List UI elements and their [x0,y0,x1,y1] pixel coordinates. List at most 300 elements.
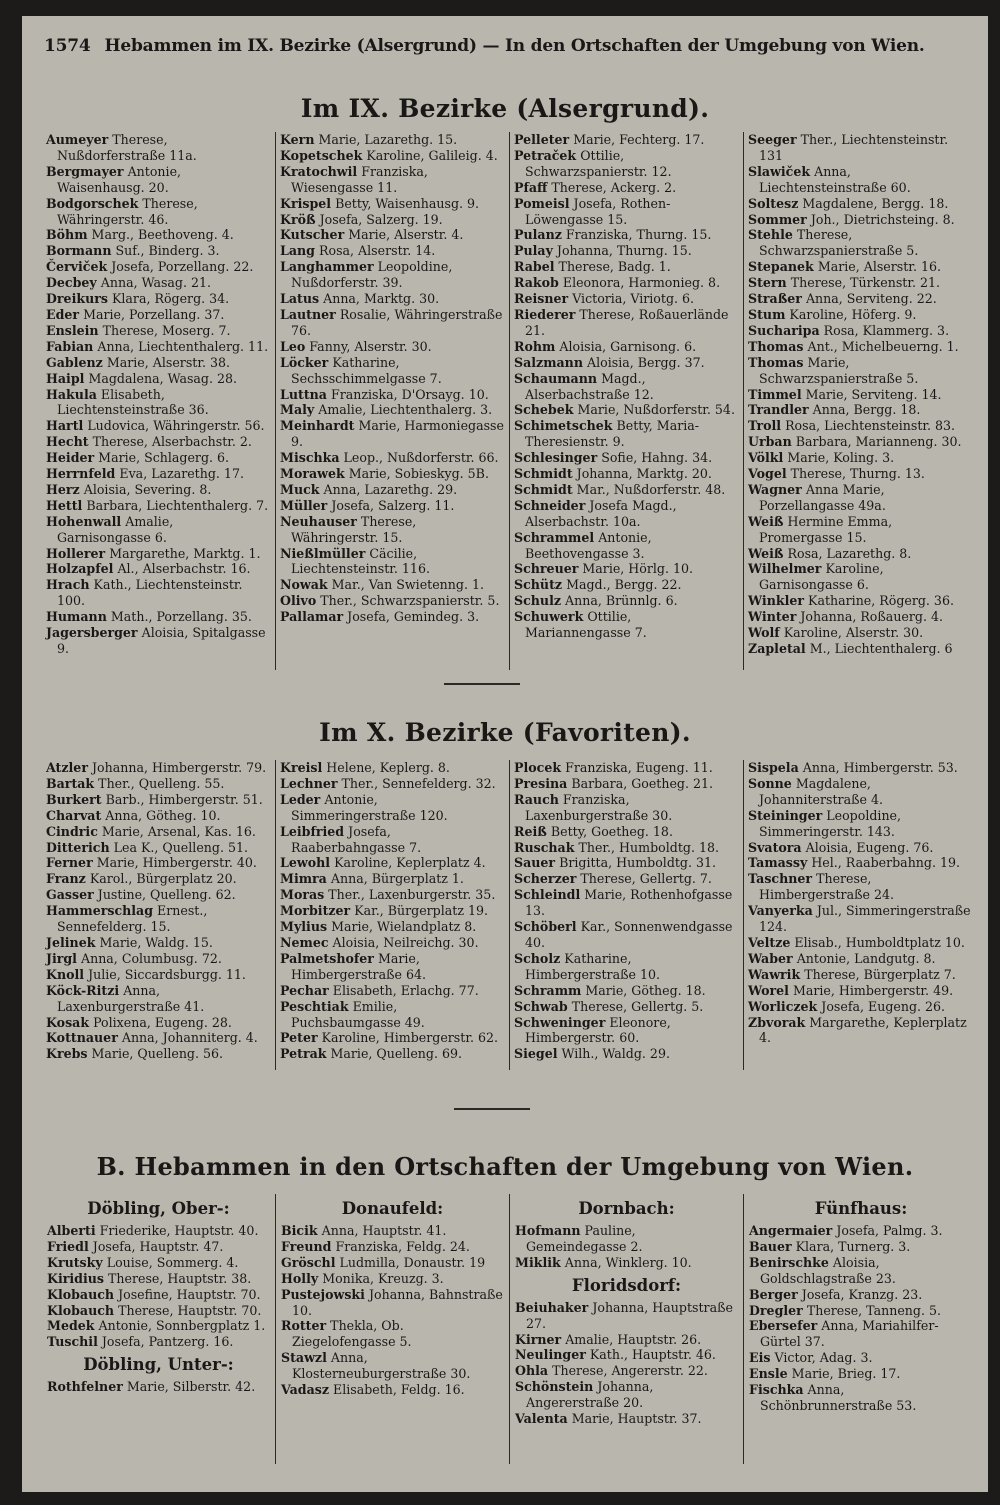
midwife-entry [514,776,739,792]
name-address: Leop., Nußdorferstr. 66. [343,450,499,466]
midwife-entry [280,776,505,792]
midwife-entry [281,1223,504,1239]
surname: Klobauch [47,1302,115,1318]
surname: Timmel [748,386,802,402]
surname: Pulanz [514,227,562,243]
name-address: Anna, Liechtensteinstraße 60. [759,163,911,195]
midwife-entry [46,450,271,466]
midwife-entry [515,1255,738,1271]
surname: Rabel [514,259,555,275]
midwife-entry [47,1318,270,1334]
midwife-entry [280,919,505,935]
midwife-entry [46,935,271,951]
column-2 [276,760,510,1070]
surname: Völkl [748,450,784,466]
name-address: Ther., Humboldtg. 18. [578,839,719,855]
midwife-entry [749,1366,973,1382]
midwife-entry [514,275,739,291]
name-address: Thekla, Ob. Ziegelofengasse 5. [292,1318,412,1350]
surname: Weiß [748,513,784,529]
name-address: Karoline, Himbergerstr. 62. [321,1030,498,1046]
midwife-entry [46,466,271,482]
midwife-entry [281,1255,504,1271]
surname: Riederer [514,306,576,322]
surname: Schweninger [514,1014,606,1030]
name-address: Josefa, Hauptstr. 47. [92,1238,224,1254]
name-address: Ther., Liechtensteinstr. 131 [759,132,949,163]
surname: Ditterich [46,839,110,855]
surname: Kosak [46,1014,90,1030]
surname: Benirschke [749,1254,829,1270]
midwife-entry [748,951,974,967]
name-address: Margarethe, Keplerplatz 4. [759,1014,967,1046]
surname: Seeger [748,132,797,147]
name-address: Magdalene, Bergg. 18. [802,195,949,211]
surname: Stum [748,306,786,322]
surname: Taschner [748,871,813,887]
midwife-entry [281,1271,504,1287]
midwife-entry [748,450,974,466]
column-3 [510,132,744,670]
name-address: Anna, Wasag. 21. [100,275,212,291]
name-address: Aloisia, Garnisong. 6. [559,338,697,354]
surname: Löcker [280,354,329,370]
name-address: Marie, Nußdorferstr. 54. [577,402,735,418]
midwife-entry [47,1223,270,1239]
name-address: Ther., Schwarzspanierstr. 5. [320,593,500,609]
midwife-entry [514,1046,739,1062]
surname: Waber [748,950,793,966]
midwife-entry [515,1347,738,1363]
surname: Hrach [46,577,90,593]
surname: Ohla [515,1363,549,1379]
surname: Medek [47,1318,95,1334]
midwife-entry [515,1332,738,1348]
midwife-entry [280,339,505,355]
midwife-entry [280,983,505,999]
midwife-entry [280,609,505,625]
name-address: Josefa, Pantzerg. 16. [101,1334,234,1350]
surname: Scholz [514,950,561,966]
name-address: Therese, Moserg. 7. [102,322,231,338]
name-address: Anna, Bergg. 18. [812,402,921,418]
midwife-entry [280,148,505,164]
midwife-entry [748,418,974,434]
name-address: Franziska, Feldg. 24. [335,1238,470,1254]
midwife-entry [280,760,505,776]
surname: Neulinger [515,1347,586,1363]
name-address: Amalie, Garnisongasse 6. [57,513,174,545]
midwife-entry [280,418,505,450]
midwife-entry [280,402,505,418]
surname: Worliczek [748,998,818,1014]
midwife-entry [514,371,739,403]
name-address: Hermine Emma, Promergasse 15. [759,513,893,545]
midwife-entry [748,561,974,593]
name-address: Friederike, Hauptstr. 40. [99,1223,259,1238]
name-address: Marie, Himbergerstraße 64. [291,950,426,982]
surname: Reisner [514,291,569,307]
column-2 [276,132,510,670]
midwife-entry [748,1015,974,1047]
surname: Rauch [514,791,559,807]
midwife-entry [46,434,271,450]
name-address: Victor, Adag. 3. [774,1350,873,1366]
surname: Hartl [46,418,84,434]
name-address: Marg., Beethoveng. 4. [91,227,234,243]
surname: Enslein [46,322,99,338]
surname: Kern [280,132,315,147]
midwife-entry [748,776,974,808]
name-address: Marie, Quelleng. 69. [330,1046,463,1062]
name-address: Lea K., Quelleng. 51. [113,839,248,855]
name-address: Therese, Währingerstr. 15. [291,513,417,545]
surname: Weiß [748,545,784,561]
name-address: Aloisia, Eugeng. 76. [805,839,934,855]
surname: Cindric [46,823,98,839]
midwife-entry [748,999,974,1015]
midwife-entry [280,212,505,228]
name-address: Josefa, Porzellang. 22. [111,259,254,275]
midwife-entry [748,355,974,387]
surname: Winter [748,609,797,625]
surname: Krispel [280,195,332,211]
surname: Mischka [280,450,340,466]
midwife-entry [47,1379,270,1395]
name-address: Fanny, Alserstr. 30. [309,338,432,354]
surname: Langhammer [280,259,374,275]
surname: Heider [46,450,95,466]
name-address: Kar., Sonnenwendgasse 40. [525,919,733,950]
name-address: Barbara, Goetheg. 21. [571,775,714,791]
midwife-entry [514,148,739,180]
surname: Peschtiak [280,998,349,1014]
name-address: Therese, Roßauerlände 21. [525,306,729,338]
name-address: Aloisia, Spitalgasse 9. [57,625,266,656]
midwife-entry [47,1287,270,1303]
name-address: Marie, Hauptstr. 37. [571,1411,702,1427]
section-x-title: Im X. Bezirke (Favoriten). [319,718,691,747]
name-address: Ludovica, Währingerstr. 56. [87,418,265,434]
column-4 [744,760,978,1070]
surname: Schaumann [514,370,598,386]
name-address: Marie, Quelleng. 56. [91,1046,224,1062]
midwife-entry [748,935,974,951]
midwife-entry [748,387,974,403]
midwife-entry [515,1363,738,1379]
name-address: Josefine, Hauptstr. 70. [118,1286,261,1302]
name-address: Katharine, Himbergerstraße 10. [525,950,660,982]
surname: Kopetschek [280,147,363,163]
name-address: Elisabeth, Liechtensteinstraße 36. [57,386,209,418]
midwife-entry [514,307,739,339]
surname: Müller [280,497,328,513]
name-address: Johanna, Angererstraße 20. [526,1379,654,1411]
midwife-entry [514,227,739,243]
name-address: Brigitta, Humboldtg. 31. [559,855,717,871]
name-address: Marie, Rothenhofgasse 13. [525,887,733,919]
name-address: Margarethe, Marktg. 1. [109,545,261,561]
midwife-entry [748,307,974,323]
name-address: Helene, Keplerg. 8. [326,760,450,775]
midwife-entry [514,1015,739,1047]
section-b-grid [42,1194,978,1464]
surname: Nießlmüller [280,545,366,561]
surname: Gröschl [281,1254,336,1270]
name-address: Anna, Liechtenthalerg. 11. [97,338,269,354]
name-address: Therese, Gellertg. 5. [571,998,704,1014]
midwife-entry [46,323,271,339]
midwife-entry [46,482,271,498]
surname: Plocek [514,760,562,775]
surname: Salzmann [514,354,583,370]
surname: Vanyerka [748,903,813,919]
column-3 [510,760,744,1070]
surname: Kutscher [280,227,345,243]
midwife-entry [749,1318,973,1350]
place-heading: Dornbach: [578,1199,675,1218]
surname: Schmidt [514,466,573,482]
midwife-entry [748,903,974,935]
surname: Friedl [47,1238,89,1254]
name-address: Ernest., Sennefelderg. 15. [57,903,208,935]
surname: Schreuer [514,561,579,577]
name-address: Therese, Türkenstr. 21. [790,275,941,291]
column-2 [276,1194,510,1464]
name-address: Sofie, Hahng. 34. [601,450,713,466]
surname: Veltze [748,934,791,950]
name-address: Franziska, Laxenburgerstraße 30. [525,791,673,823]
name-address: Amalie, Liechtenthalerg. 3. [318,402,493,418]
surname: Gasser [46,887,94,903]
surname: Pomeisl [514,195,570,211]
name-address: Antonie, Beethovengasse 3. [525,529,652,561]
name-address: Karoline, Garnisongasse 6. [759,561,884,593]
name-address: Franziska, Wiesengasse 11. [291,163,428,195]
name-address: Pauline, Gemeindegasse 2. [526,1223,643,1254]
surname: Jagersberger [46,625,138,641]
midwife-entry [46,227,271,243]
surname: Sonne [748,775,792,791]
name-address: Therese, Währingerstr. 46. [57,195,198,227]
name-address: Franziska, D'Orsayg. 10. [330,386,489,402]
midwife-entry [514,339,739,355]
midwife-entry [748,164,974,196]
surname: Sispela [748,760,799,775]
surname: Sauer [514,855,556,871]
surname: Neuhauser [280,513,357,529]
surname: Holly [281,1270,319,1286]
midwife-entry [280,291,505,307]
surname: Haipl [46,370,85,386]
name-address: Marie, Brieg. 17. [791,1366,901,1382]
midwife-entry [514,824,739,840]
surname: Muck [280,481,320,497]
midwife-entry [514,418,739,450]
name-address: Johanna, Hauptstraße 27. [526,1299,733,1331]
surname: Charvat [46,807,102,823]
name-address: Jul., Simmeringerstraße 124. [759,903,971,935]
name-address: Karoline, Alserstr. 30. [783,625,924,641]
surname: Beiuhaker [515,1299,589,1315]
surname: Klobauch [47,1286,115,1302]
name-address: Johanna, Marktg. 20. [576,466,712,482]
name-address: Anna, Serviteng. 22. [805,291,937,307]
name-address: Mar., Nußdorferstr. 48. [576,481,726,497]
surname: Schrammel [514,529,595,545]
midwife-entry [514,498,739,530]
midwife-entry [514,840,739,856]
midwife-entry [748,402,974,418]
surname: Kreisl [280,760,323,775]
midwife-entry [514,760,739,776]
name-address: Therese, Badg. 1. [558,259,671,275]
midwife-entry [46,1030,271,1046]
surname: Reiß [514,823,547,839]
midwife-entry [748,212,974,228]
surname: Kratochwil [280,163,358,179]
surname: Pelleter [514,132,570,147]
surname: Soltesz [748,195,799,211]
midwife-entry [748,132,974,164]
name-address: Anna, Winklerg. 10. [564,1254,692,1270]
name-address: Emilie, Puchsbaumgasse 49. [291,998,425,1030]
midwife-entry [514,132,739,148]
name-address: Mar., Van Swietenng. 1. [331,577,484,593]
name-address: Betty, Waisenhausg. 9. [335,195,480,211]
name-address: Marie, Himbergerstr. 49. [792,982,954,998]
midwife-entry [514,593,739,609]
surname: Stern [748,275,787,291]
midwife-entry [280,887,505,903]
surname: Fischka [749,1382,804,1398]
midwife-entry [280,355,505,387]
midwife-entry [748,546,974,562]
surname: Schulz [514,593,562,609]
name-address: Josefa, Raaberbahngasse 7. [291,823,422,855]
name-address: Therese, Hauptstr. 70. [118,1302,262,1318]
surname: Kottnauer [46,1030,118,1046]
name-address: Marie, Serviteng. 14. [805,386,942,402]
name-address: Eleonora, Harmonieg. 8. [562,275,721,291]
surname: Schmidt [514,481,573,497]
surname: Pulay [514,243,553,259]
directory-page [22,16,988,1492]
name-address: Therese, Alserbachstr. 2. [92,434,252,450]
midwife-entry [280,196,505,212]
surname: Bartak [46,775,95,791]
surname: Herrnfeld [46,466,116,482]
midwife-entry [514,180,739,196]
name-address: Marie, Harmoniegasse 9. [291,418,504,450]
surname: Pustejowski [281,1286,365,1302]
place-heading: Donaufeld: [341,1199,444,1218]
midwife-entry [748,291,974,307]
name-address: Antonie, Landgutg. 8. [796,950,936,966]
name-address: Therese, Hauptstr. 38. [108,1270,252,1286]
surname: Nowak [280,577,328,593]
name-address: Joh., Dietrichsteing. 8. [810,211,955,227]
surname: Vadasz [281,1382,329,1398]
name-address: Ant., Michelbeuerng. 1. [807,338,959,354]
surname: Troll [748,418,782,434]
midwife-entry [281,1239,504,1255]
surname: Stehle [748,227,793,243]
midwife-entry [748,609,974,625]
midwife-entry [514,402,739,418]
midwife-entry [280,514,505,546]
surname: Leo [280,338,306,354]
name-address: Ludmilla, Donaustr. 19 [339,1254,486,1270]
name-address: Barbara, Marianneng. 30. [795,434,962,450]
midwife-entry [281,1318,504,1350]
name-address: Elisab., Humboldtplatz 10. [794,934,965,950]
midwife-entry [280,307,505,339]
midwife-entry [514,792,739,824]
surname: Mylius [280,919,328,935]
surname: Fabian [46,338,94,354]
midwife-entry [46,291,271,307]
name-address: Eva, Lazarethg. 17. [119,466,244,482]
midwife-entry [280,871,505,887]
name-address: Franziska, Eugeng. 11. [565,760,713,775]
surname: Rothfelner [47,1379,123,1395]
midwife-entry [280,824,505,856]
surname: Wolf [748,625,780,641]
name-address: Ottilie, Mariannengasse 7. [525,609,647,641]
name-address: Klara, Turnerg. 3. [795,1238,911,1254]
midwife-entry [46,577,271,609]
midwife-entry [514,530,739,562]
midwife-entry [47,1303,270,1319]
midwife-entry [515,1223,738,1255]
surname: Krutsky [47,1254,103,1270]
midwife-entry [46,387,271,419]
surname: Schlesinger [514,450,598,466]
midwife-entry [748,855,974,871]
midwife-entry [514,951,739,983]
midwife-entry [280,227,505,243]
midwife-entry [46,561,271,577]
surname: Krebs [46,1046,88,1062]
midwife-entry [46,243,271,259]
surname: Trandler [748,402,809,418]
surname: Petrak [280,1046,327,1062]
surname: Mimra [280,871,327,887]
midwife-entry [46,307,271,323]
surname: Burkert [46,791,102,807]
midwife-entry [281,1287,504,1319]
surname: Lang [280,243,315,259]
name-address: Kar., Bürgerplatz 19. [354,903,489,919]
midwife-entry [46,132,271,164]
name-address: Josefa, Palmg. 3. [836,1223,943,1238]
surname: Maly [280,402,315,418]
midwife-entry [47,1255,270,1271]
midwife-entry [514,561,739,577]
midwife-entry [280,482,505,498]
surname: Lechner [280,775,338,791]
place-heading: Floridsdorf: [571,1275,682,1295]
midwife-entry [46,887,271,903]
surname: Moras [280,887,325,903]
section-ix-grid [42,132,978,670]
name-address: Johanna, Thurng. 15. [556,243,692,259]
surname: Morawek [280,466,345,482]
midwife-entry [46,855,271,871]
name-address: Therese, Bürgerplatz 7. [804,966,956,982]
surname: Alberti [47,1223,96,1238]
